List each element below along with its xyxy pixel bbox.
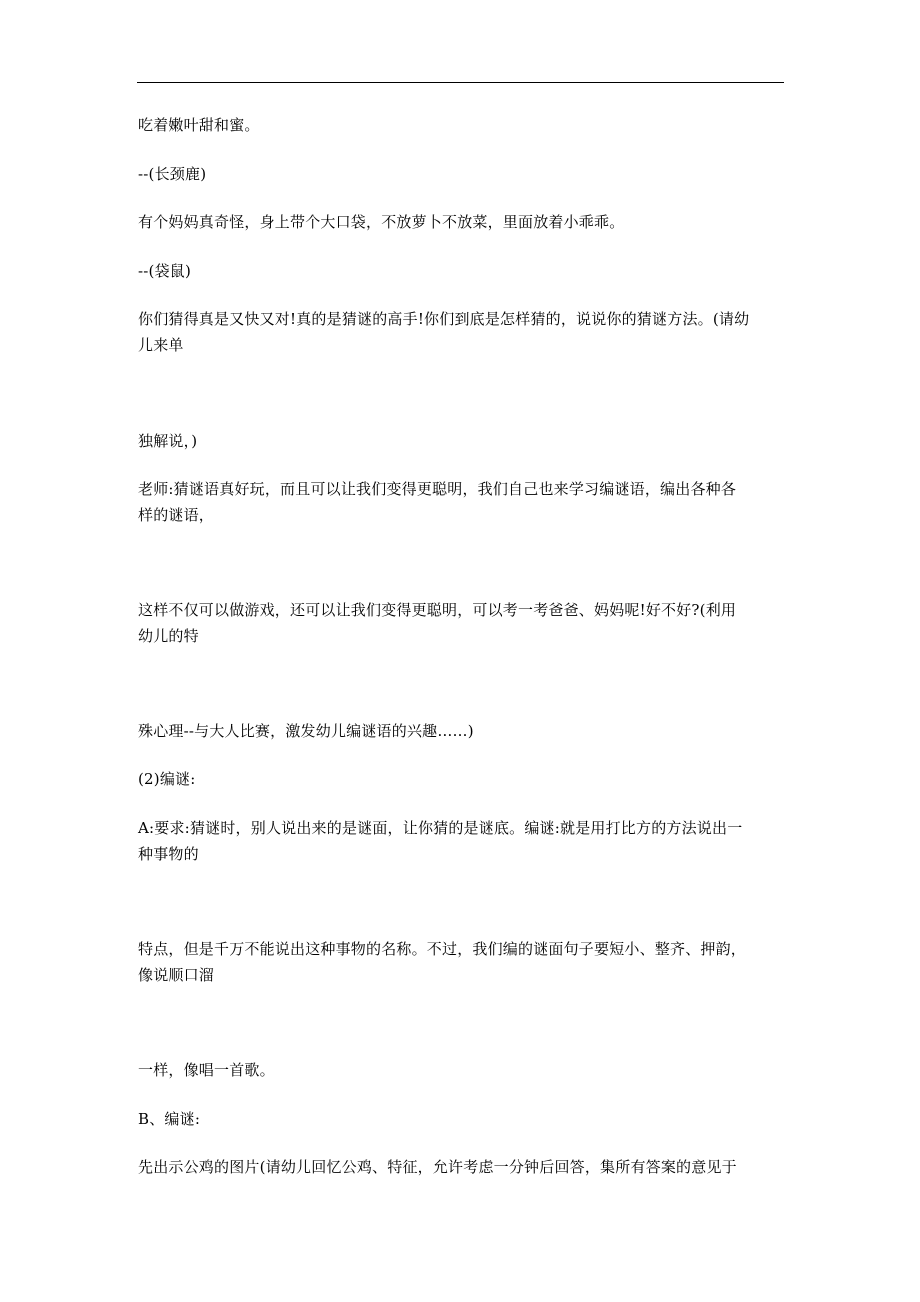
text-line: A:要求:猜谜时，别人说出来的是谜面，让你猜的是谜底。编谜:就是用打比方的方法说出一	[138, 819, 743, 837]
text-line: 有个妈妈真奇怪，身上带个大口袋，不放萝卜不放菜，里面放着小乖乖。	[138, 213, 625, 231]
text-line: 样的谜语，	[138, 506, 215, 524]
text-line: 特点，但是千万不能说出这种事物的名称。不过，我们编的谜面句子要短小、整齐、押韵，	[138, 940, 747, 958]
text-line: 幼儿的特	[138, 627, 199, 645]
text-line: B、编谜:	[138, 1110, 201, 1128]
text-line: 先出示公鸡的图片(请幼儿回忆公鸡、特征，允许考虑一分钟后回答，集所有答案的意见于	[138, 1158, 737, 1176]
text-line: 种事物的	[138, 845, 199, 863]
text-line: 殊心理--与大人比赛，激发幼儿编谜语的兴趣……)	[138, 722, 474, 740]
text-line: (2)编谜:	[138, 770, 196, 788]
text-line: --(袋鼠)	[138, 262, 192, 280]
text-line: 吃着嫩叶甜和蜜。	[138, 116, 260, 134]
text-line: 像说顺口溜	[138, 966, 215, 984]
text-line: --(长颈鹿)	[138, 165, 207, 183]
text-line: 你们猜得真是又快又对!真的是猜谜的高手!你们到底是怎样猜的，说说你的猜谜方法。(请幼	[138, 310, 750, 328]
header-rule	[137, 82, 784, 83]
text-line: 独解说，)	[138, 432, 198, 450]
text-line: 儿来单	[138, 336, 184, 354]
text-line: 一样，像唱一首歌。	[138, 1061, 275, 1079]
text-line: 老师:猜谜语真好玩，而且可以让我们变得更聪明，我们自己也来学习编谜语，编出各种各	[138, 480, 737, 498]
text-line: 这样不仅可以做游戏，还可以让我们变得更聪明，可以考一考爸爸、妈妈呢!好不好?(利用	[138, 601, 737, 619]
